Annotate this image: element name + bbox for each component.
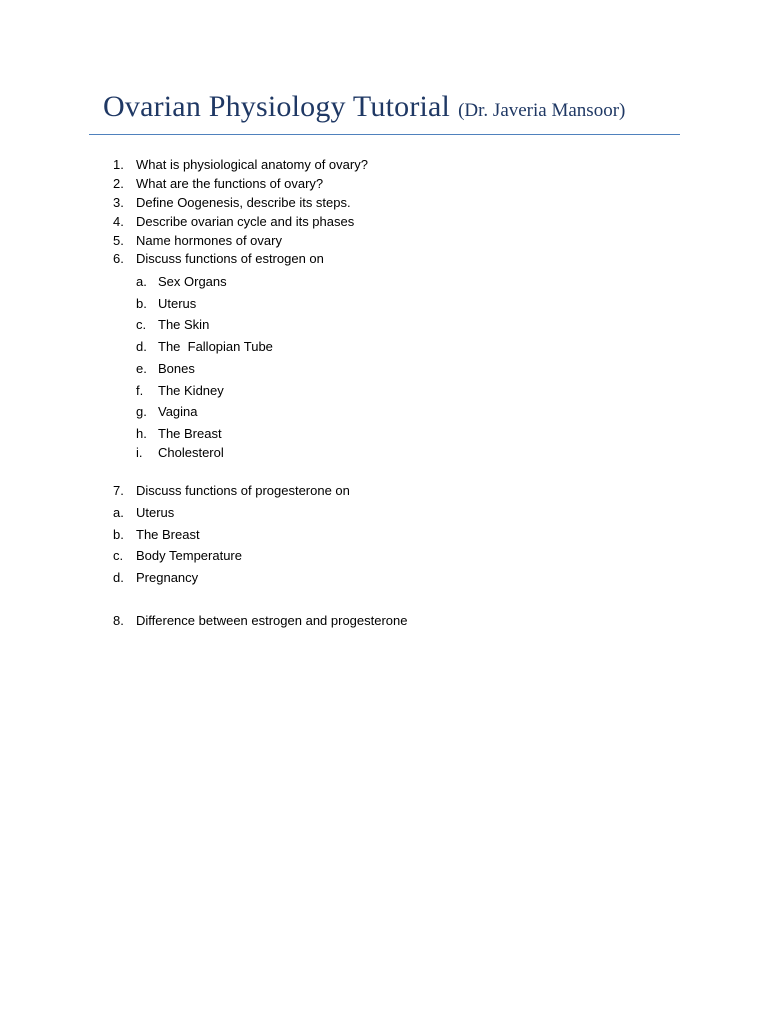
question-number: 4. xyxy=(113,214,124,229)
title-underline xyxy=(89,134,680,135)
subitem-text: Uterus xyxy=(158,296,197,311)
subitem-text: The Breast xyxy=(158,426,222,441)
question-text: What are the functions of ovary? xyxy=(136,176,324,191)
subitem-text: Bones xyxy=(158,361,195,376)
question-text: Describe ovarian cycle and its phases xyxy=(136,214,355,229)
subitem-text: Body Temperature xyxy=(136,548,242,563)
subitem-letter: e. xyxy=(136,361,147,376)
question-text: Discuss functions of progesterone on xyxy=(136,483,350,498)
subitem-letter: i. xyxy=(136,445,143,460)
subitem-letter: g. xyxy=(136,404,147,419)
question-number: 2. xyxy=(113,176,124,191)
question-number: 6. xyxy=(113,251,124,266)
subitem-letter: c. xyxy=(136,317,147,332)
question-text: What is physiological anatomy of ovary? xyxy=(136,157,368,172)
subitem-letter: f. xyxy=(136,383,144,398)
title-main: Ovarian Physiology Tutorial xyxy=(103,90,451,123)
question-number: 1. xyxy=(113,157,124,172)
subitem-letter: c. xyxy=(113,548,124,563)
subitem-letter: b. xyxy=(113,527,124,542)
subitem-text: The Skin xyxy=(158,317,210,332)
question-text: Name hormones of ovary xyxy=(136,233,282,248)
document-title xyxy=(103,92,625,122)
question-text: Discuss functions of estrogen on xyxy=(136,251,324,266)
subitem-text: Vagina xyxy=(158,404,198,419)
subitem-text: The Kidney xyxy=(158,383,224,398)
question-text: Define Oogenesis, describe its steps. xyxy=(136,195,351,210)
question-number: 8. xyxy=(113,613,124,628)
title-author: (Dr. Javeria Mansoor) xyxy=(458,100,626,121)
subitem-text: The Breast xyxy=(136,527,200,542)
question-number: 7. xyxy=(113,483,124,498)
question-number: 5. xyxy=(113,233,124,248)
subitem-letter: d. xyxy=(136,339,147,354)
subitem-letter: h. xyxy=(136,426,147,441)
subitem-letter: d. xyxy=(113,570,124,585)
subitem-letter: a. xyxy=(136,274,147,289)
subitem-text: Sex Organs xyxy=(158,274,227,289)
subitem-text: Pregnancy xyxy=(136,570,199,585)
subitem-letter: b. xyxy=(136,296,147,311)
subitem-letter: a. xyxy=(113,505,124,520)
question-number: 3. xyxy=(113,195,124,210)
subitem-text: Cholesterol xyxy=(158,445,224,460)
subitem-text: The Fallopian Tube xyxy=(158,339,273,354)
subitem-text: Uterus xyxy=(136,505,175,520)
question-text: Difference between estrogen and progesterone xyxy=(136,613,408,628)
